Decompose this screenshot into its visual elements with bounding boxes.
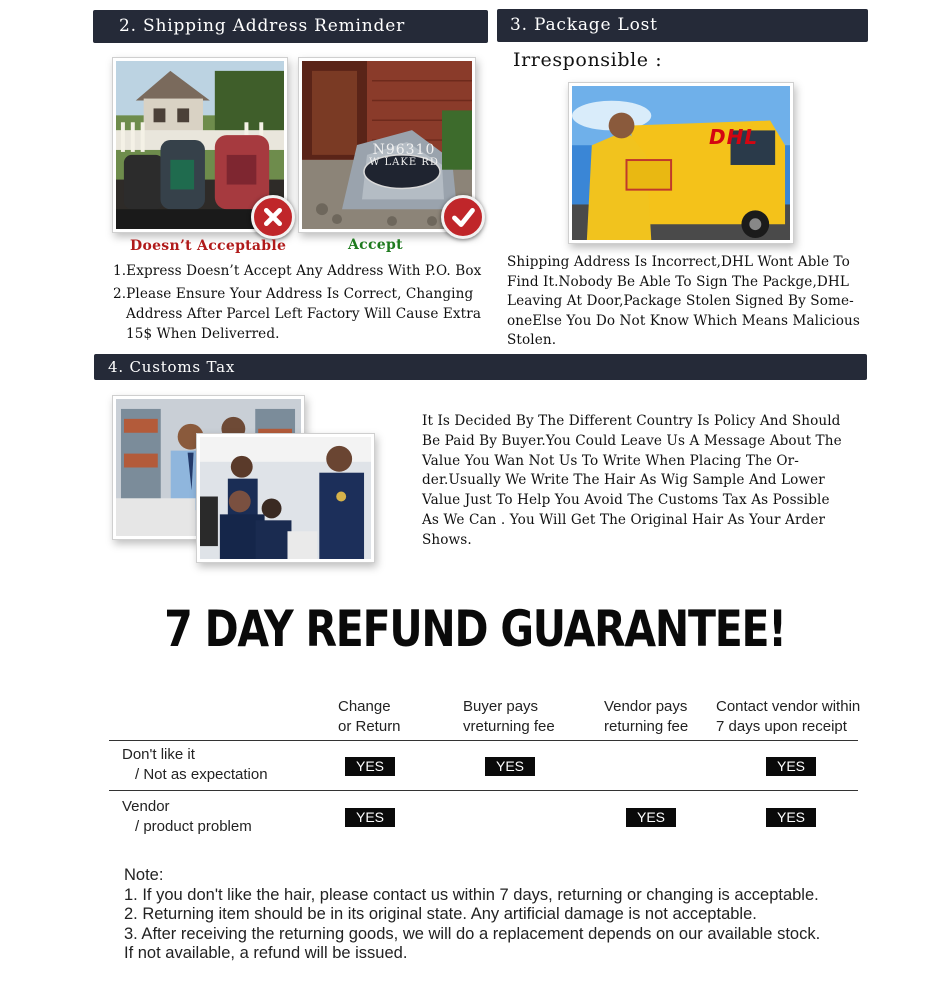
note-line: 1. If you don't like the hair, please contact us within 7 days, returning or changing is acceptable. xyxy=(124,885,819,904)
customs-line: Value You Wan Not Us To Write When Placing The Or- xyxy=(422,452,799,469)
yes-cell: YES xyxy=(766,757,816,776)
package-lost-line: Stolen. xyxy=(507,332,557,349)
customs-line: It Is Decided By The Different Country Is Policy And Should xyxy=(422,413,841,429)
package-lost-line: Shipping Address Is Incorrect,DHL Wont Able To xyxy=(507,254,850,270)
package-lost-line: oneElse You Do Not Know Which Means Malicious xyxy=(507,312,860,329)
row-label: Don't like it / Not as expectation xyxy=(122,746,268,783)
package-lost-line: Leaving At Door,Package Stolen Signed By Some- xyxy=(507,293,854,310)
customs-line: der.Usually We Write The Hair As Wig Sample And Lower xyxy=(422,472,825,489)
section-title: 2. Shipping Address Reminder xyxy=(119,16,406,36)
shipping-note-2: 2.Please Ensure Your Address Is Correct, Changing xyxy=(113,286,474,302)
customs-line: Shows. xyxy=(422,531,472,548)
package-lost-line: Find It.Nobody Be Able To Sign The Packge,DHL xyxy=(507,273,849,290)
table-divider xyxy=(109,740,858,741)
stone-address-street: W LAKE RD xyxy=(369,157,439,168)
column-header: Vendor pays returning fee xyxy=(604,698,689,735)
not-acceptable-label: Doesn’t Acceptable xyxy=(130,238,287,254)
note-line: 2. Returning item should be in its original state. Any artificial damage is not acceptable. xyxy=(124,905,757,923)
irresponsible-heading: Irresponsible : xyxy=(513,49,663,71)
shipping-note-2-cont: Address After Parcel Left Factory Will Cause Extra xyxy=(126,306,482,322)
stone-address-number: N96310 xyxy=(372,142,436,158)
yes-cell: YES xyxy=(626,808,676,827)
note-title: Note: xyxy=(124,866,164,884)
note-line: 3. After receiving the returning goods, we will do a replacement depends on our available stock. xyxy=(124,924,821,943)
yes-cell: YES xyxy=(345,808,395,827)
refund-guarantee-title: 7 DAY REFUND GUARANTEE! xyxy=(164,600,786,658)
row-label: Vendor / product problem xyxy=(122,798,252,835)
yes-cell: YES xyxy=(485,757,535,776)
shipping-note-1: 1.Express Doesn’t Accept Any Address With P.O. Box xyxy=(113,263,482,279)
customs-line: As We Can . You Will Get The Original Hair As Your Arder xyxy=(422,511,826,528)
section-title: 4. Customs Tax xyxy=(108,358,236,376)
column-header: Buyer pays vreturning fee xyxy=(463,698,555,735)
yes-cell: YES xyxy=(345,757,395,776)
yes-cell: YES xyxy=(766,808,816,827)
column-header: Contact vendor within 7 days upon receipt xyxy=(716,698,861,735)
customs-line: Be Paid By Buyer.You Could Leave Us A Message About The xyxy=(422,432,842,449)
table-divider xyxy=(109,790,858,791)
note-line: If not available, a refund will be issued. xyxy=(124,944,408,962)
customs-line: Value Just To Help You Avoid The Customs Tax As Possible xyxy=(422,492,830,509)
column-header: Change or Return xyxy=(338,698,401,735)
shipping-note-2-end: 15$ When Deliverred. xyxy=(126,326,280,342)
refund-notes xyxy=(124,866,820,964)
section-title: 3. Package Lost xyxy=(510,15,658,35)
truck-brand-logo: DHL xyxy=(709,125,759,149)
acceptable-label: Accept xyxy=(348,237,403,253)
